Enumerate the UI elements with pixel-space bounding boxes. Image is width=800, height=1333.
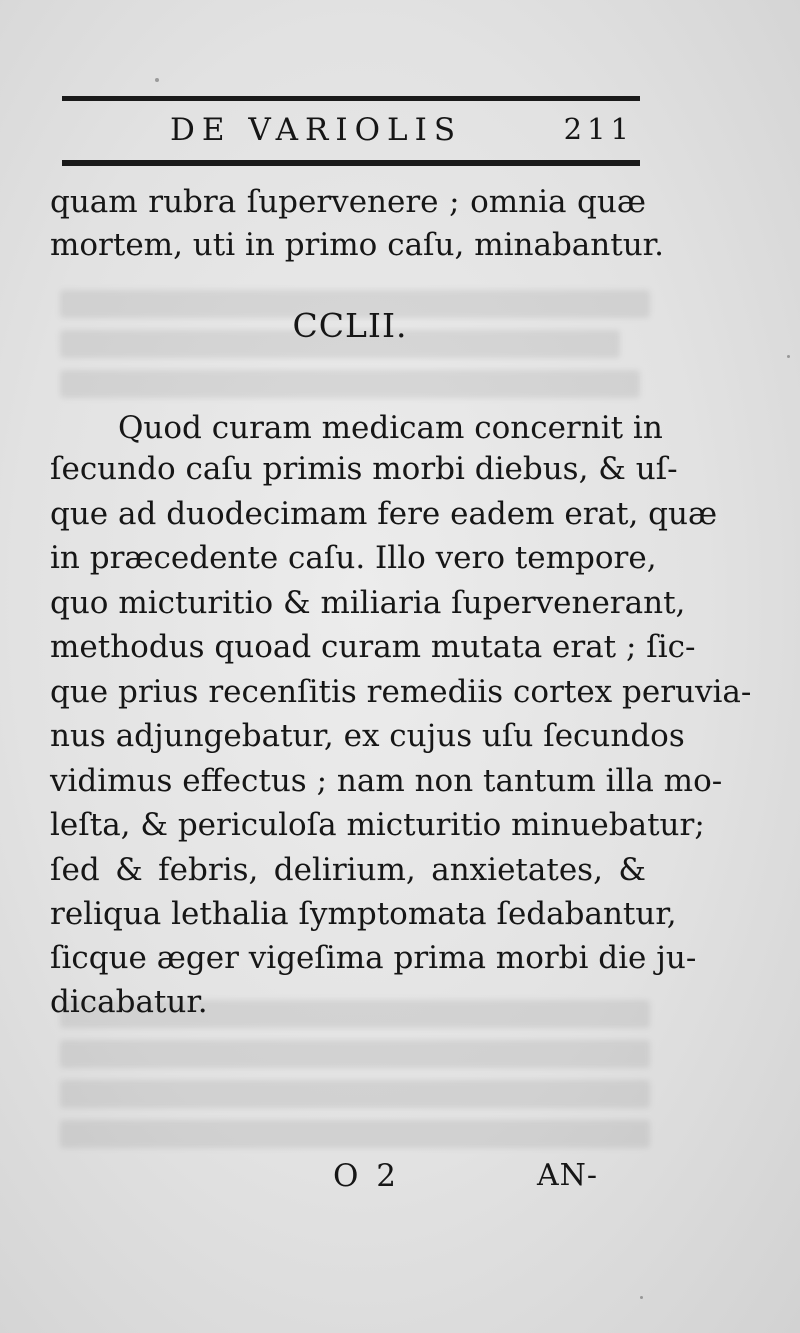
section-number: CCLII.: [292, 306, 408, 345]
text-line: nus adjungebatur, ex cujus uſu ſecundos: [50, 718, 685, 754]
text-line: ſecundo caſu primis morbi diebus, & uſ-: [50, 451, 678, 487]
text-line: que ad duodecimam fere eadem erat, quæ: [50, 496, 718, 532]
text-line: in præcedente caſu. Illo vero tempore,: [50, 540, 657, 576]
text-line: vidimus effectus ; nam non tantum illa mo-: [50, 763, 723, 799]
paper-speck: [155, 78, 159, 82]
signature-mark: O 2: [333, 1158, 400, 1194]
paper-speck: [640, 1296, 643, 1299]
text-line: ſed & febris, delirium, anxietates, &: [50, 852, 646, 888]
text-line: mortem, uti in primo caſu, minabantur.: [50, 227, 664, 263]
text-line: que prius recenſitis remediis cortex peruvia-: [50, 674, 752, 710]
bleed-through: [60, 1080, 650, 1108]
running-title: DE VARIOLIS: [170, 112, 463, 148]
paper-speck: [787, 355, 790, 358]
text-line: ſicque æger vigeſima prima morbi die ju-: [50, 940, 697, 976]
text-line: dicabatur.: [50, 984, 208, 1020]
header-rule-bottom: [62, 160, 640, 166]
running-head: [62, 112, 640, 152]
catchword: AN-: [537, 1158, 599, 1193]
bleed-through: [60, 370, 640, 398]
text-line: reliqua lethalia ſymptomata ſedabantur,: [50, 896, 677, 932]
text-line: Quod curam medicam concernit in: [118, 410, 663, 446]
text-line: leſta, & periculoſa micturitio minuebatur;: [50, 807, 705, 843]
header-rule-top: [62, 96, 640, 101]
page-number: 211: [563, 112, 634, 146]
text-line: methodus quoad curam mutata erat ; ſic-: [50, 629, 696, 665]
bleed-through: [60, 1120, 650, 1148]
text-line: quam rubra ſupervenere ; omnia quæ: [50, 184, 646, 220]
bleed-through: [60, 1040, 650, 1068]
text-line: quo micturitio & miliaria ſupervenerant,: [50, 585, 686, 621]
